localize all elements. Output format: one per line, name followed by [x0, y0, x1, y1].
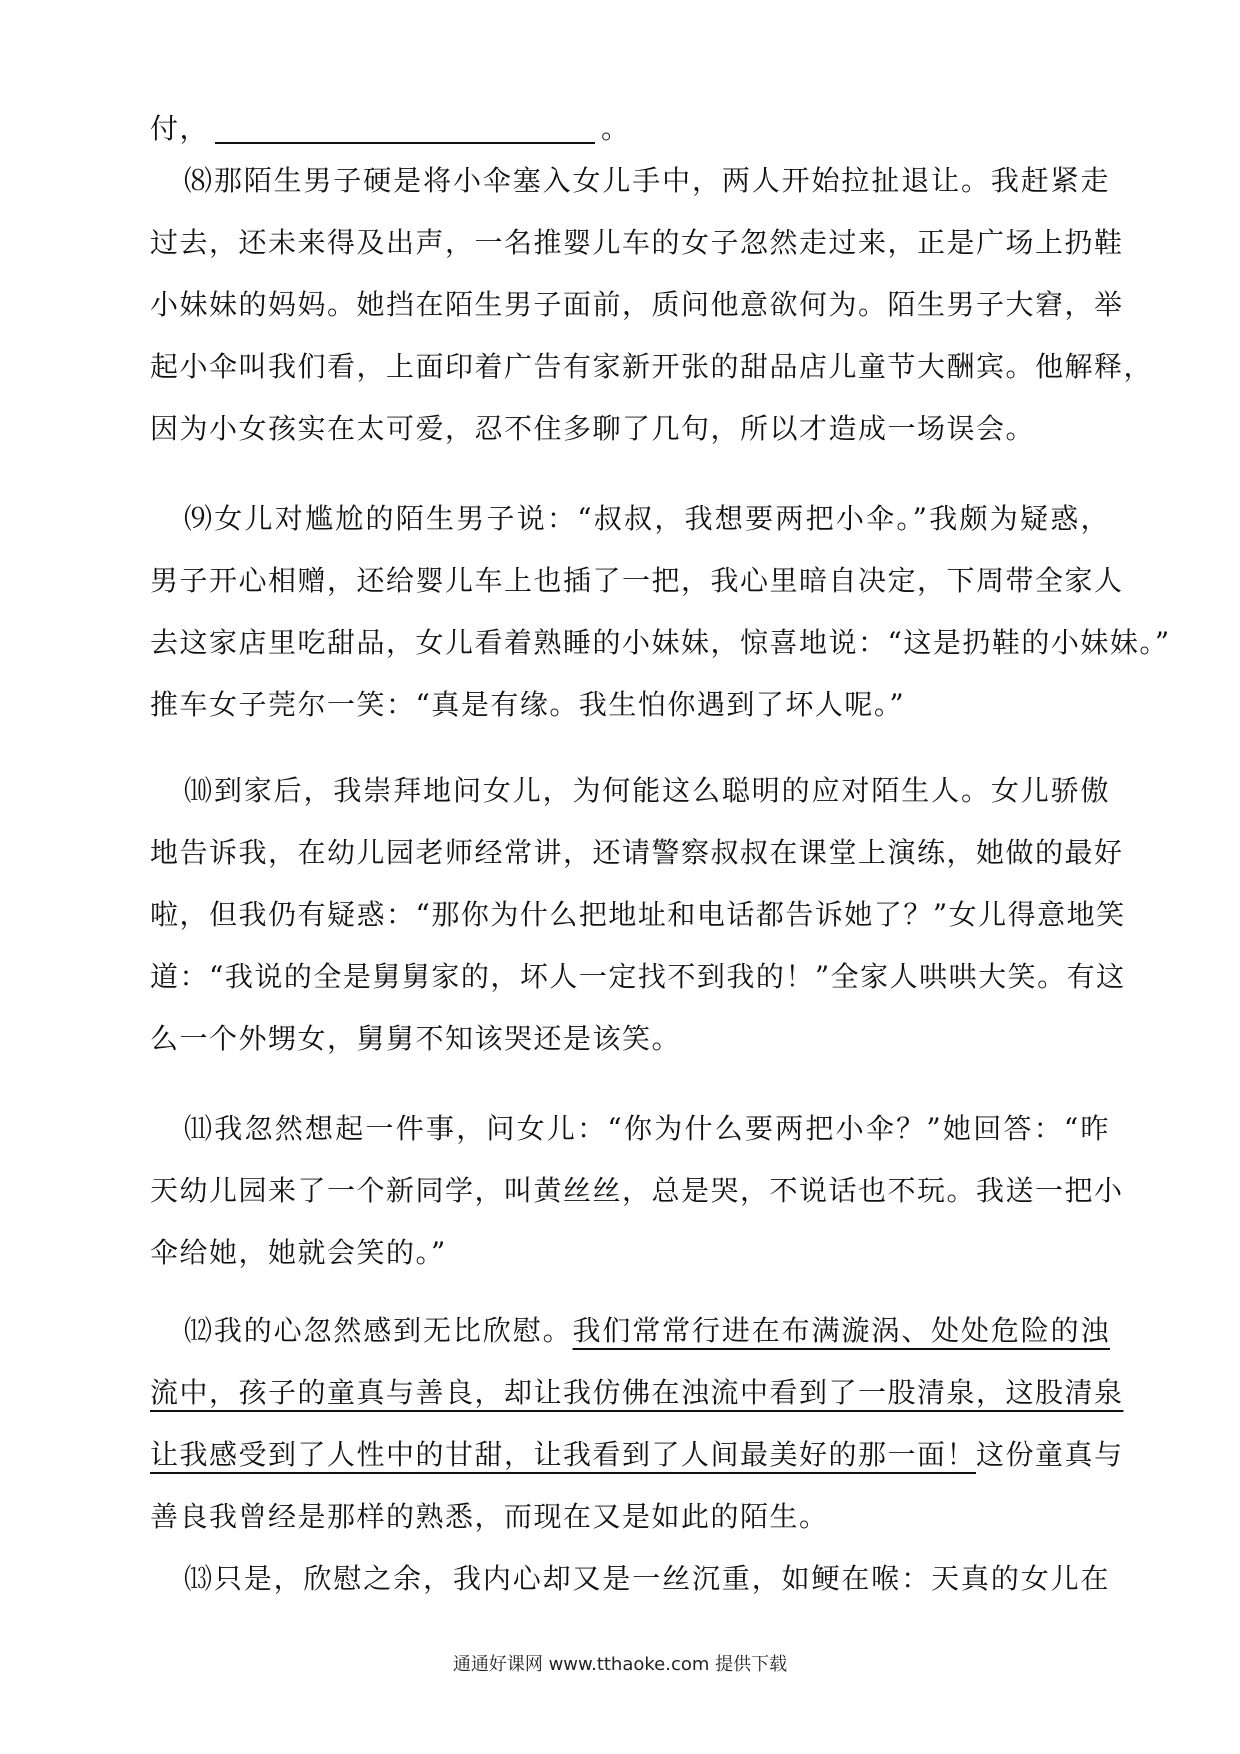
paragraph-8 — [150, 150, 1154, 460]
paragraph-9 — [150, 488, 1171, 736]
paragraph-line: 伞给她，她就会笑的。” — [150, 1236, 447, 1269]
paragraph-line: 么一个外甥女，舅舅不知该哭还是该笑。 — [150, 1022, 682, 1055]
paragraph-line: 过去，还未来得及出声，一名推婴儿车的女子忽然走过来，正是广场上扔鞋 — [150, 226, 1124, 259]
underlined-passage: 让我感受到了人性中的甘甜，让我看到了人间最美好的那一面！ — [150, 1438, 977, 1471]
paragraph-line — [150, 1486, 1110, 1548]
underlined-passage: 我们常常行进在布满漩涡、处处危险的浊 — [572, 1314, 1110, 1347]
paragraph-line: 啦，但我仍有疑惑：“那你为什么把地址和电话都告诉她了？”女儿得意地笑 — [150, 898, 1126, 931]
paragraph-13 — [150, 1548, 1110, 1610]
paragraph-line: 去这家店里吃甜品，女儿看着熟睡的小妹妹，惊喜地说：“这是扔鞋的小妹妹。” — [150, 626, 1171, 659]
paragraph-line: ⒀只是，欣慰之余，我内心却又是一丝沉重，如鲠在喉：天真的女儿在 — [184, 1562, 1110, 1595]
paragraph-line — [150, 1300, 1110, 1362]
footer-credit: 通通好课网 www.tthaoke.com 提供下载 — [452, 1654, 788, 1675]
plain-text: ⑿我的心忽然感到无比欣慰。 — [184, 1314, 573, 1347]
plain-text: 善良我曾经是那样的熟悉，而现在又是如此的陌生。 — [150, 1500, 829, 1533]
paragraph-line: 小妹妹的妈妈。她挡在陌生男子面前，质问他意欲何为。陌生男子大窘，举 — [150, 288, 1124, 321]
paragraph-line: ⑽到家后，我崇拜地问女儿，为何能这么聪明的应对陌生人。女儿骄傲 — [184, 774, 1110, 807]
answer-suffix: 。 — [601, 112, 631, 145]
answer-prefix: 付， — [150, 112, 210, 145]
paragraph-line: ⑾我忽然想起一件事，问女儿：“你为什么要两把小伞？”她回答：“昨 — [184, 1112, 1110, 1145]
paragraph-12 — [150, 1300, 1124, 1548]
paragraph-line: 起小伞叫我们看，上面印着广告有家新开张的甜品店儿童节大酬宾。他解释， — [150, 350, 1154, 383]
paragraph-line: 天幼儿园来了一个新同学，叫黄丝丝，总是哭，不说话也不玩。我送一把小 — [150, 1174, 1124, 1207]
paragraph-line — [150, 1362, 1124, 1424]
paragraph-11 — [150, 1098, 1124, 1284]
paragraph-10 — [150, 760, 1126, 1070]
answer-blank[interactable] — [215, 142, 595, 144]
paragraph-line: ⑻那陌生男子硬是将小伞塞入女儿手中，两人开始拉扯退让。我赶紧走 — [184, 164, 1110, 197]
paragraph-line: 推车女子莞尔一笑：“真是有缘。我生怕你遇到了坏人呢。” — [150, 688, 906, 721]
paragraph-line: ⑼女儿对尴尬的陌生男子说：“叔叔，我想要两把小伞。”我颇为疑惑， — [184, 502, 1110, 535]
paragraph-line: 地告诉我，在幼儿园老师经常讲，还请警察叔叔在课堂上演练，她做的最好 — [150, 836, 1124, 869]
underlined-passage: 流中，孩子的童真与善良，却让我仿佛在浊流中看到了一股清泉，这股清泉 — [150, 1376, 1124, 1409]
plain-text: 这份童真与 — [976, 1438, 1124, 1471]
paragraph-line — [150, 1424, 1124, 1486]
paragraph-line: 道：“我说的全是舅舅家的，坏人一定找不到我的！”全家人哄哄大笑。有这 — [150, 960, 1126, 993]
paragraph-line: 因为小女孩实在太可爱，忍不住多聊了几句，所以才造成一场误会。 — [150, 412, 1036, 445]
paragraph-line: 男子开心相赠，还给婴儿车上也插了一把，我心里暗自决定，下周带全家人 — [150, 564, 1124, 597]
